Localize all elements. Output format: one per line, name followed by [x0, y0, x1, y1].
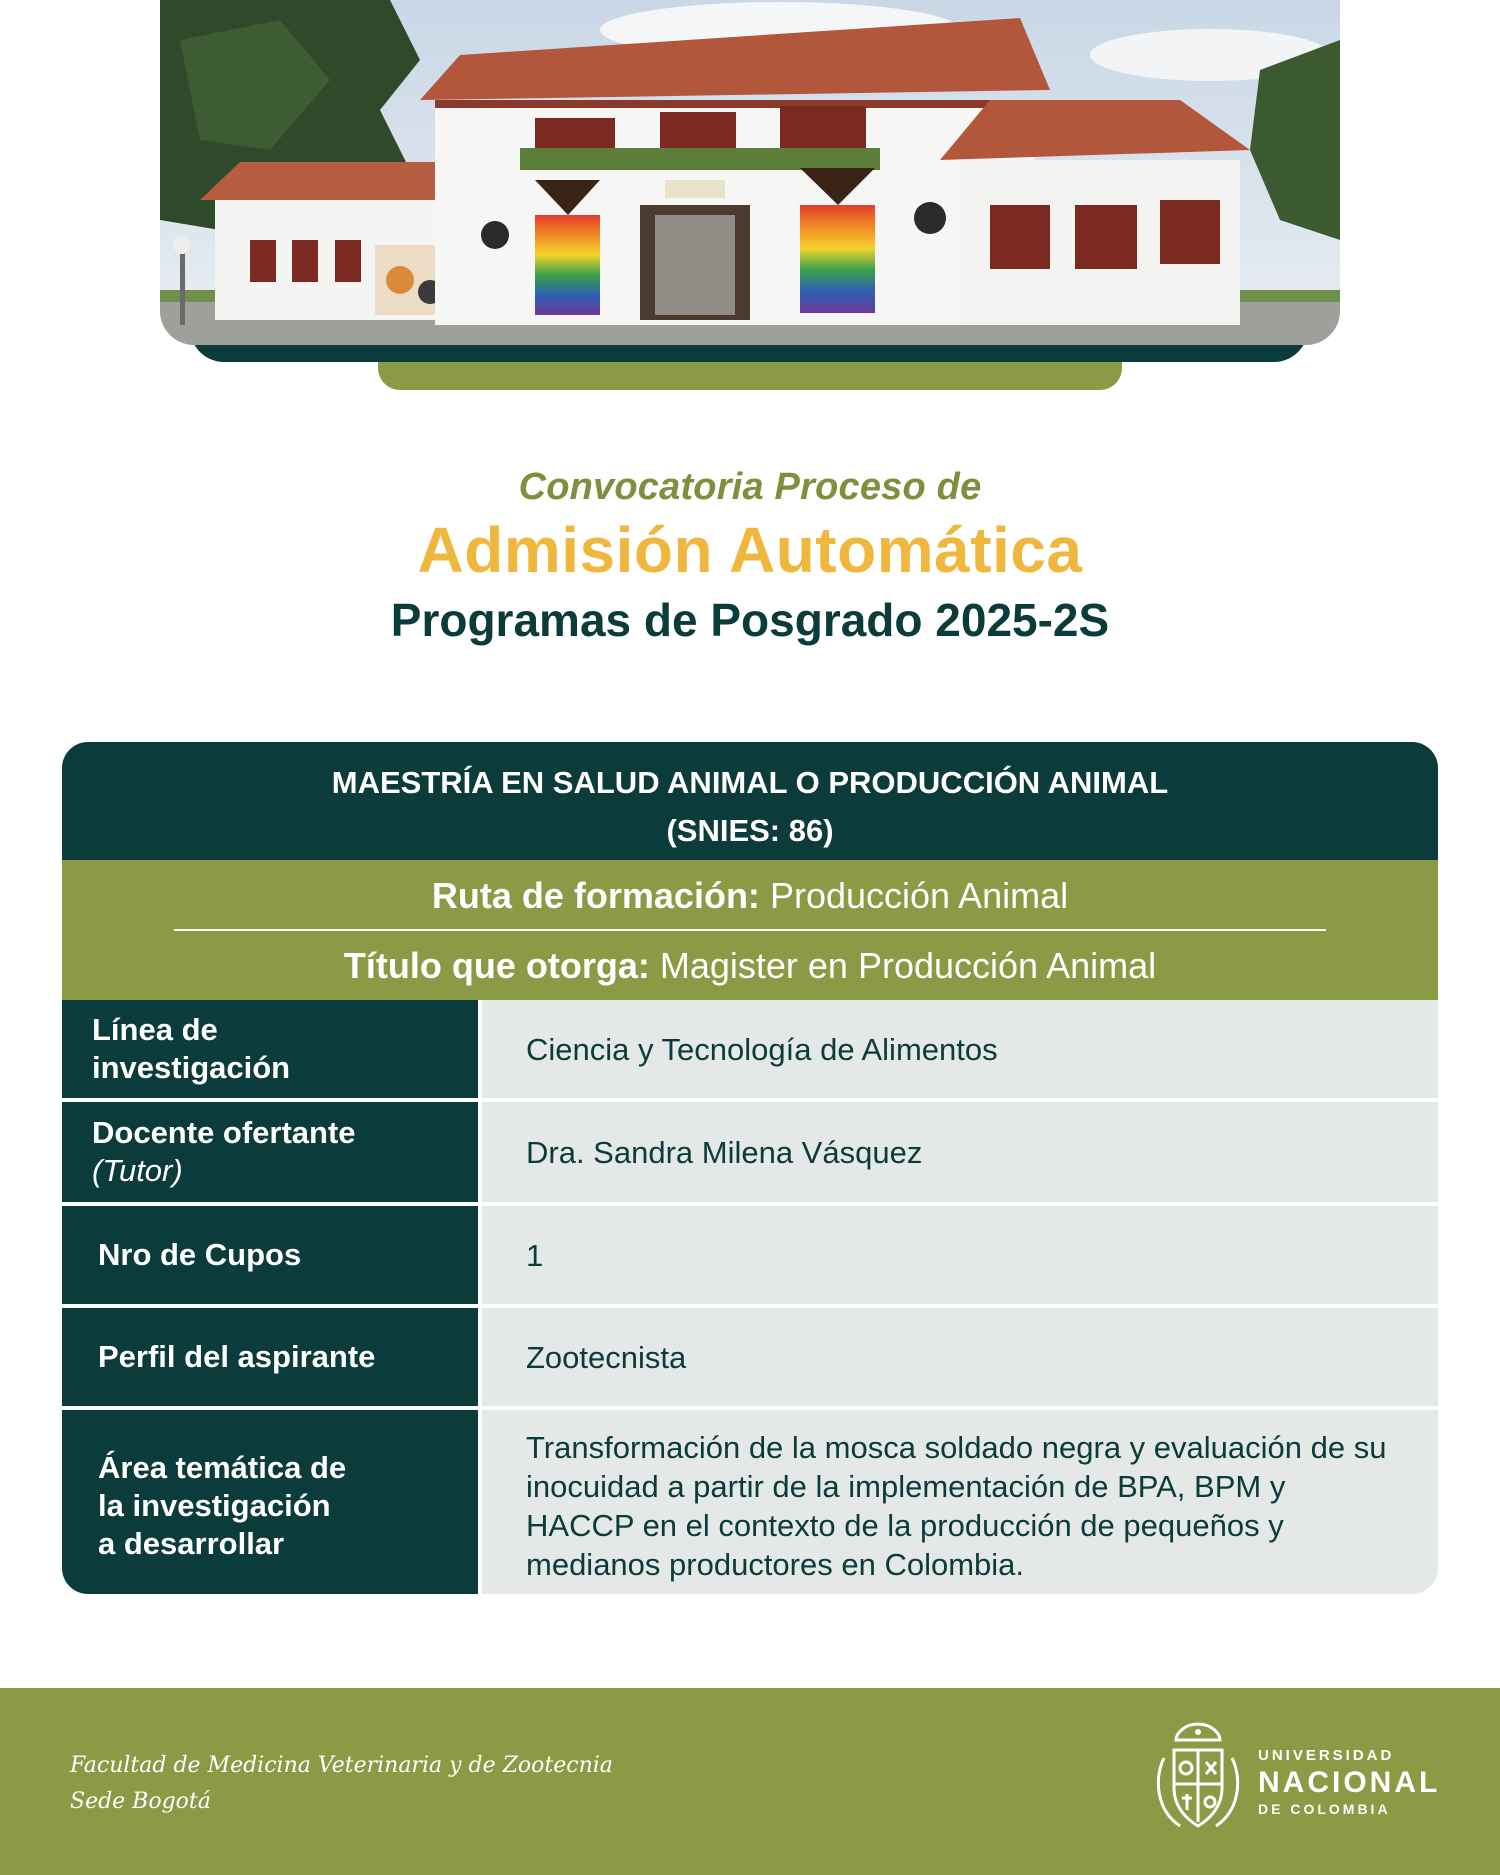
- campus-name: Sede Bogotá: [70, 1789, 211, 1814]
- row-label-line: la investigación: [98, 1488, 331, 1523]
- row-label: [62, 1000, 478, 1098]
- table-row: [62, 1202, 1438, 1304]
- row-label-line: a desarrollar: [98, 1526, 285, 1561]
- row-value: Zootecnista: [478, 1308, 1438, 1406]
- route-line: [62, 870, 1438, 922]
- row-label-line: Línea de: [92, 1012, 218, 1047]
- faculty-name: Facultad de Medicina Veterinaria y de Zootecnia: [70, 1753, 613, 1778]
- subhead-text: Programas de Posgrado 2025-2S: [390, 594, 1110, 646]
- row-label: [62, 1102, 478, 1202]
- program-card: [62, 742, 1438, 1594]
- program-snies: (SNIES: 86): [666, 813, 834, 848]
- row-value: Dra. Sandra Milena Vásquez: [478, 1102, 1438, 1202]
- program-route-block: [62, 860, 1438, 1000]
- building-photo: [160, 0, 1340, 345]
- row-label: [62, 1410, 478, 1594]
- row-label: [62, 1206, 478, 1304]
- program-name: MAESTRÍA EN SALUD ANIMAL O PRODUCCIÓN ANIMAL: [331, 765, 1169, 800]
- table-row: [62, 1098, 1438, 1202]
- table-row: [62, 1406, 1438, 1594]
- row-label-line: Docente ofertante: [92, 1115, 356, 1150]
- route-label: Ruta de formación:: [431, 875, 760, 916]
- degree-label: Título que otorga:: [343, 945, 650, 986]
- headline-text: Admisión Automática: [417, 514, 1083, 586]
- row-label-line: (Tutor): [92, 1153, 183, 1188]
- degree-line: [62, 940, 1438, 992]
- logo-line-1: UNIVERSIDAD: [1258, 1747, 1395, 1764]
- row-label-line: investigación: [92, 1050, 291, 1085]
- row-value: Ciencia y Tecnología de Alimentos: [478, 1000, 1438, 1098]
- university-seal-icon: [1150, 1718, 1246, 1836]
- row-value: 1: [478, 1206, 1438, 1304]
- footer: [0, 1688, 1500, 1875]
- row-value: Transformación de la mosca soldado negra y evaluación de su inocuidad a partir de la implementación de BPA, BPM y HACCP en el contexto de la producción de pequeños y medianos productores en Colombia.: [478, 1410, 1438, 1594]
- table-row: [62, 1304, 1438, 1406]
- faculty-info: [70, 1748, 613, 1820]
- program-header: [62, 742, 1438, 860]
- table-row: [62, 1000, 1438, 1098]
- logo-line-2: NACIONAL: [1258, 1766, 1441, 1799]
- details-table: [62, 1000, 1438, 1594]
- title-block: [0, 462, 1500, 650]
- degree-value: Magister en Producción Animal: [659, 945, 1157, 986]
- row-label-line: Área temática de: [98, 1450, 347, 1485]
- row-label-line: Nro de Cupos: [98, 1237, 302, 1272]
- university-logo-text: [1258, 1746, 1440, 1818]
- hero: [0, 0, 1500, 400]
- divider: [174, 929, 1326, 931]
- logo-line-3: DE COLOMBIA: [1258, 1801, 1391, 1817]
- row-label: [62, 1308, 478, 1406]
- kicker-text: Convocatoria Proceso de: [518, 466, 982, 508]
- row-label-line: Perfil del aspirante: [98, 1339, 376, 1374]
- route-value: Producción Animal: [769, 875, 1069, 916]
